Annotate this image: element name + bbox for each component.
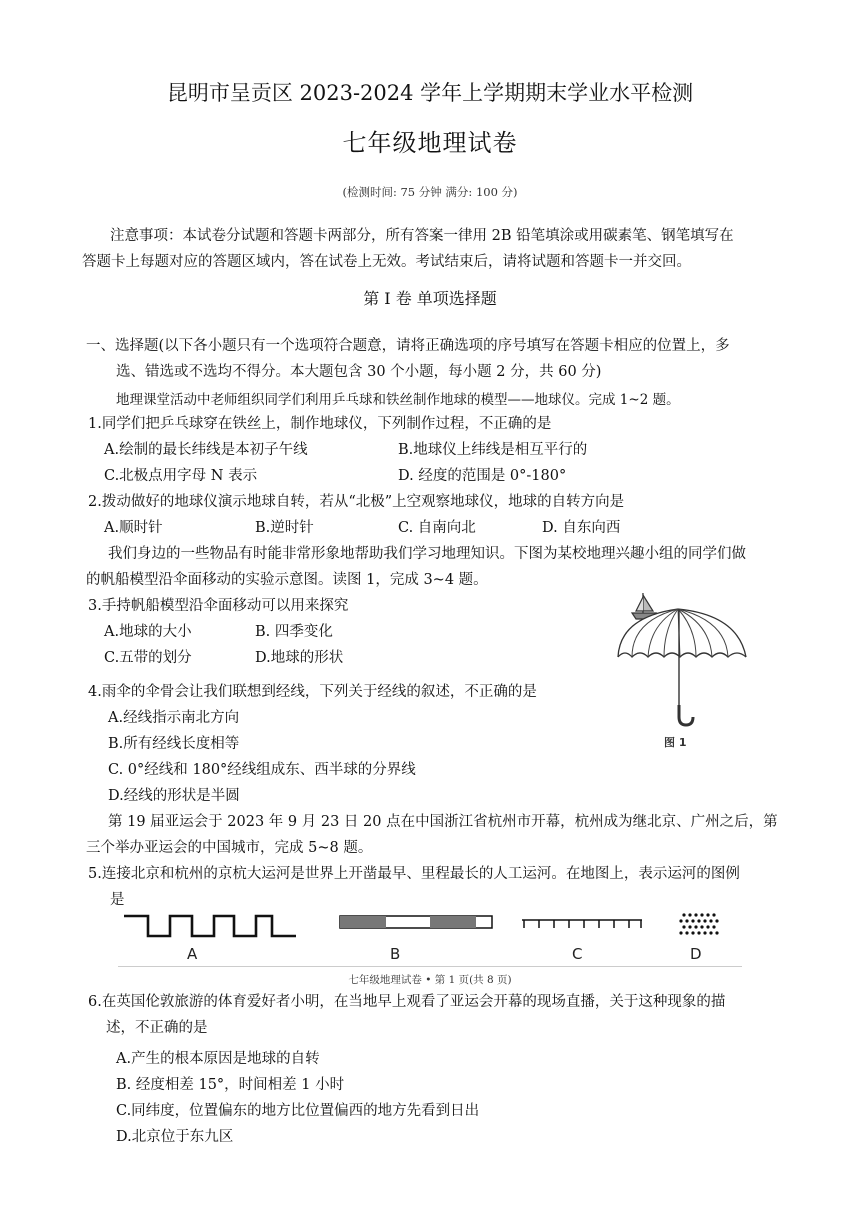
legend-label-d: D [690,945,702,963]
q2-option-a: A.顺时针 [104,520,163,536]
q1-option-a: A.绘制的最长纬线是本初子午线 [104,442,308,458]
exam-subject-title: 七年级地理试卷 [342,129,518,157]
intro-1: 地理课堂活动中老师组织同学们利用乒乓球和铁丝制作地球的模型——地球仪。完成 1~2 题。 [116,392,680,408]
notice-line-1: 注意事项：本试卷分试题和答题卡两部分，所有答案一律用 2B 铅笔填涂或用碳素笔、钢笔填写在 [110,228,734,244]
q3-option-b: B. 四季变化 [255,624,333,640]
legend-label-a: A [187,945,198,963]
intro-3-line-1: 第 19 届亚运会于 2023 年 9 月 23 日 20 点在中国浙江省杭州市开幕，杭州成为继北京、广州之后，第 [108,814,778,830]
q4-option-c: C. 0°经线和 180°经线组成东、西半球的分界线 [108,762,416,778]
legend-symbol-a [124,916,296,936]
umbrella-figure [610,585,760,735]
q4-stem: 4.雨伞的伞骨会让我们联想到经线，下列关于经线的叙述，不正确的是 [88,684,537,700]
q2-option-b: B.逆时针 [255,520,314,536]
intro-2-line-1: 我们身边的一些物品有时能非常形象地帮助我们学习地理知识。下图为某校地理兴趣小组的同学们做 [108,546,746,562]
exam-meta: (检测时间: 75 分钟 满分: 100 分) [342,185,518,199]
intro-2-line-2: 的帆船模型沿伞面移动的实验示意图。读图 1，完成 3~4 题。 [86,572,488,588]
q2-stem: 2.拨动做好的地球仪演示地球自转，若从“北极”上空观察地球仪，地球的自转方向是 [88,494,625,510]
page-footer: 七年级地理试卷 • 第 1 页(共 8 页) [348,974,512,986]
legend-label-b: B [390,945,401,963]
q1-option-c: C.北极点用字母 N 表示 [104,468,258,484]
legend-label-c: C [572,945,583,963]
q6-option-d: D.北京位于东九区 [116,1129,234,1145]
q6-option-b: B. 经度相差 15°，时间相差 1 小时 [116,1077,345,1093]
q5-stem: 5.连接北京和杭州的京杭大运河是世界上开凿最早、里程最长的人工运河。在地图上，表示运河的图例 [88,866,740,882]
q3-option-a: A.地球的大小 [104,624,192,640]
figure-1-caption: 图 1 [664,736,687,749]
q1-stem: 1.同学们把乒乓球穿在铁丝上，制作地球仪，下列制作过程，不正确的是 [88,416,552,432]
q3-option-c: C.五带的划分 [104,650,192,666]
q5-stem-2: 是 [110,892,125,908]
q6-stem: 6.在英国伦敦旅游的体育爱好者小明，在当地早上观看了亚运会开幕的现场直播，关于这种现象的描 [88,994,726,1010]
q1-option-d: D. 经度的范围是 0°-180° [398,468,567,484]
q6-option-a: A.产生的根本原因是地球的自转 [116,1051,320,1067]
exam-title: 昆明市呈贡区 2023-2024 学年上学期期末学业水平检测 [166,81,694,105]
legend-symbols [118,910,742,944]
q4-option-a: A.经线指示南北方向 [108,710,240,726]
q6-option-c: C.同纬度，位置偏东的地方比位置偏西的地方先看到日出 [116,1103,480,1119]
legend-symbol-d [679,913,718,934]
part1-line-1: 一、选择题(以下各小题只有一个选项符合题意，请将正确选项的序号填写在答题卡相应的位置上，多 [86,338,730,354]
q4-option-d: D.经线的形状是半圆 [108,788,240,804]
q4-option-b: B.所有经线长度相等 [108,736,240,752]
part1-line-2: 选、错选或不选均不得分。本大题包含 30 个小题，每小题 2 分，共 60 分) [116,364,602,380]
notice-line-2: 答题卡上每题对应的答题区域内，答在试卷上无效。考试结束后，请将试题和答题卡一并交回。 [82,254,691,270]
q6-stem-2: 述，不正确的是 [106,1020,208,1036]
legend-symbol-c [522,920,642,928]
q3-stem: 3.手持帆船模型沿伞面移动可以用来探究 [88,598,349,614]
intro-3-line-2: 三个举办亚运会的中国城市，完成 5~8 题。 [86,840,373,856]
q2-option-c: C. 自南向北 [398,520,476,536]
q2-option-d: D. 自东向西 [542,520,621,536]
footer-divider [118,966,742,967]
legend-symbol-b [340,916,492,928]
section-title: 第 I 卷 单项选择题 [363,289,497,308]
q3-option-d: D.地球的形状 [255,650,344,666]
q1-option-b: B.地球仪上纬线是相互平行的 [398,442,588,458]
